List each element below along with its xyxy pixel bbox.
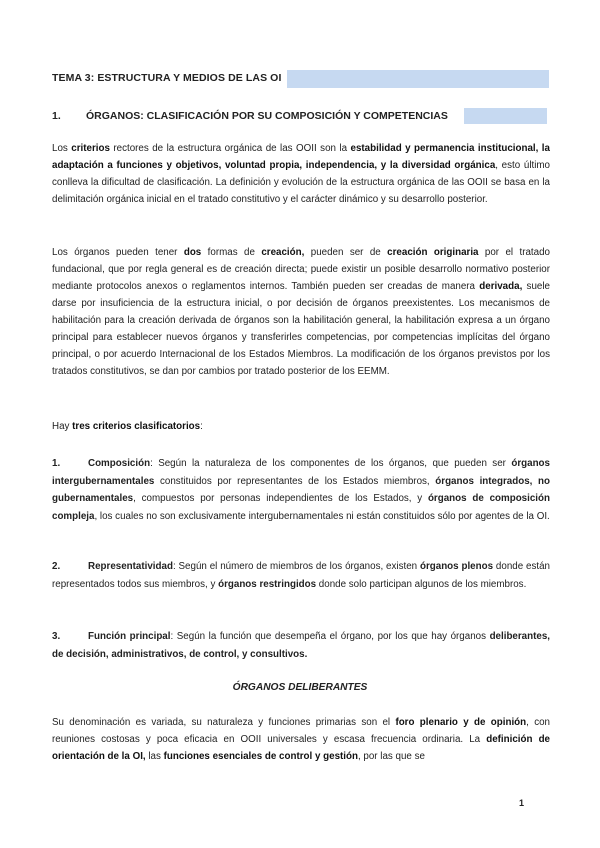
title-highlight: [287, 70, 549, 88]
bold-run: órganos integrados, no gubernamentales: [52, 475, 550, 504]
list-number: 3.: [52, 631, 61, 642]
bold-run: definición de orientación de la OI,: [52, 734, 551, 762]
bold-run: foro plenario y de opinión: [395, 717, 527, 728]
text-run: , con reuniones costosas y poca eficacia en OOII universales y escasa frecuencia ordinaria. La: [52, 717, 551, 745]
text-run: donde están representados todos sus miembros, y: [52, 561, 550, 590]
bold-run: estabilidad y permanencia institucional, la adaptación a funciones y objetivos, voluntad propia, independencia, y la diversidad orgánica: [52, 143, 550, 171]
text-run: rectores de la estructura orgánica de las OOII son la: [109, 143, 351, 154]
list-item-representativity: [52, 558, 550, 593]
text-run: pueden ser de: [304, 247, 388, 258]
text-run: Los órganos pueden tener: [52, 247, 184, 258]
bold-run: órganos intergubernamentales: [52, 458, 550, 487]
page-number: 1: [519, 798, 525, 808]
text-run: las: [145, 751, 164, 762]
text-run: formas de: [201, 247, 262, 258]
paragraph-criteria-intro: [52, 418, 550, 435]
paragraph-deliberative: [52, 714, 550, 765]
bold-run: criterios: [71, 143, 110, 154]
bold-run: órganos de composición compleja: [52, 493, 550, 522]
list-label: Función principal: [88, 631, 171, 642]
text-run: , por las que se: [357, 751, 425, 762]
bold-run: órganos plenos: [419, 561, 494, 572]
bold-run: creación originaria: [387, 247, 479, 258]
text-run: :: [200, 421, 203, 432]
section-highlight: [464, 108, 547, 124]
text-run: , los cuales no son exclusivamente intergubernamentales ni están constituidos sólo por agentes de la OI.: [94, 510, 550, 522]
bold-run: deliberantes, de decisión, administrativos, de control, y consultivos.: [52, 631, 550, 660]
list-label: Representatividad: [88, 561, 173, 572]
text-run: , esto último conlleva la dificultad de clasificación. La definición y evolución de la estructura orgánica de las OOII se basa en la delimitación orgánica inicial en el tratado constitutivo y el carácter dinámico y su desarrollo posterior.: [52, 160, 551, 205]
text-run: Hay: [52, 421, 73, 432]
bold-run: funciones esenciales de control y gestión: [163, 751, 358, 762]
bold-run: órganos restringidos: [218, 578, 317, 590]
bold-run: tres criterios clasificatorios: [72, 421, 201, 432]
section-number: 1.: [52, 110, 61, 122]
text-run: : Según la función que desempeña el órgano, por los que hay órganos: [170, 631, 490, 642]
text-run: Su denominación es variada, su naturaleza y funciones primarias son el: [52, 717, 396, 728]
text-run: constituidos por representantes de los Estados miembros,: [154, 475, 436, 487]
text-run: , compuestos por personas independientes de los Estados, y: [133, 493, 428, 504]
bold-run: creación,: [261, 247, 305, 258]
list-item-function: [52, 628, 550, 663]
list-number: 1.: [52, 458, 61, 469]
text-run: por el tratado fundacional, que por regla general es de creación directa; puede existir un posible desarrollo normativo posterior mediante protocolos anexos o reglamentos internos. También pueden ser creadas de manera: [52, 247, 550, 292]
bold-run: derivada,: [479, 281, 523, 292]
text-run: Los: [52, 143, 72, 154]
bold-run: dos: [183, 247, 202, 258]
paragraph-creation: [52, 244, 550, 380]
list-item-composition: [52, 455, 550, 525]
subheading-deliberative-organs: ÓRGANOS DELIBERANTES: [232, 682, 368, 693]
section-heading: [52, 110, 448, 122]
list-label: Composición: [88, 458, 151, 469]
text-run: : Según la naturaleza de los componentes de los órganos, que pueden ser: [150, 458, 512, 469]
list-number: 2.: [52, 561, 61, 572]
paragraph-criteria: [52, 140, 550, 208]
text-run: donde solo participan algunos de los miembros.: [316, 578, 527, 590]
section-title: ÓRGANOS: CLASIFICACIÓN POR SU COMPOSICIÓN Y COMPETENCIAS: [86, 110, 448, 122]
text-run: : Según el número de miembros de los órganos, existen: [172, 561, 420, 572]
document-title: TEMA 3: ESTRUCTURA Y MEDIOS DE LAS OI: [52, 72, 282, 84]
text-run: suele darse por insuficiencia de la estructura inicial, o por decisión de órganos preexistentes. Los mecanismos de habilitación para la creación derivada de órganos son la habilitación general, la habilitación expresa a un órgano principal para establecer nuevos órganos y transferirles competencias, por competencias implícitas del órgano principal, o por acuerdo Internacional de los Estados Miembros. La modificación de los órganos previstos por los tratados constitutivos, se dan por cambios por tratado posterior de los EEMM.: [52, 281, 550, 377]
